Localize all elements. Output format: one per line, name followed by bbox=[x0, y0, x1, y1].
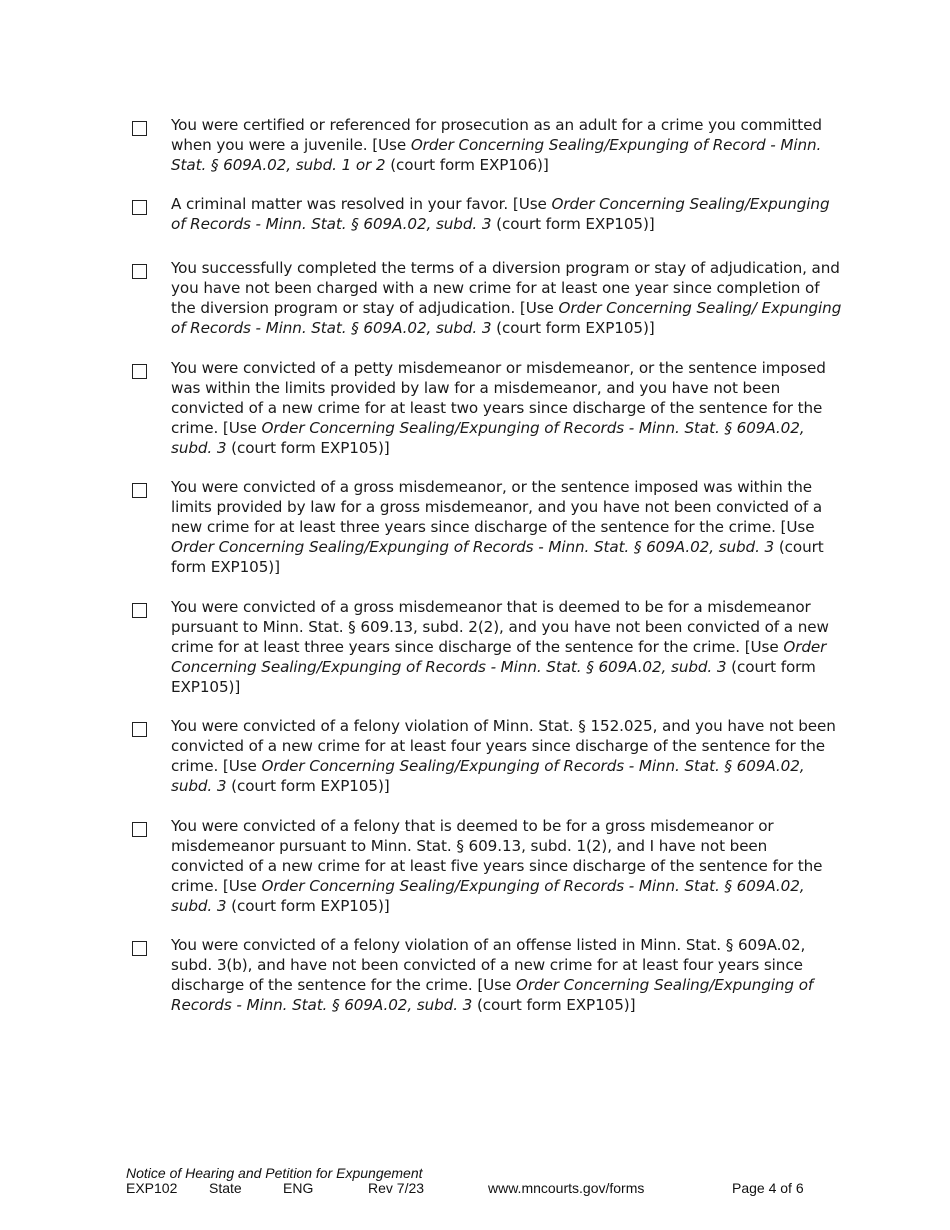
item-text: You were convicted of a felony that is deemed to be for a gross misdemeanor or misdemeanor pursuant to Minn. Stat. § 609.13, subd. 1(2), and I have not been convicted of a new crime for at least five years since discharge of the sentence for the crime. [Use Order Concerning Sealing/Expunging of Records - Minn. Stat. § 609A.02, subd. 3 (court form EXP105)] bbox=[171, 817, 823, 915]
footer-title: Notice of Hearing and Petition for Expungement bbox=[126, 1165, 423, 1181]
checkbox[interactable] bbox=[132, 364, 147, 379]
item-text: You were convicted of a gross misdemeanor that is deemed to be for a misdemeanor pursuant to Minn. Stat. § 609.13, subd. 2(2), and you have not been convicted of a new crime for at least three years since discharge of the sentence for the crime. [Use Order Concerning Sealing/Expunging of Records - Minn. Stat. § 609A.02, subd. 3 (court form EXP105)] bbox=[171, 598, 829, 696]
checkbox[interactable] bbox=[132, 483, 147, 498]
item-text: You were convicted of a petty misdemeanor or misdemeanor, or the sentence imposed was within the limits provided by law for a misdemeanor, and you have not been convicted of a new crime for at least two years since discharge of the sentence for the crime. [Use Order Concerning Sealing/Expunging of Records - Minn. Stat. § 609A.02, subd. 3 (court form EXP105)] bbox=[171, 359, 826, 457]
checkbox[interactable] bbox=[132, 121, 147, 136]
footer-revision: Rev 7/23 bbox=[368, 1180, 425, 1196]
item-text: You were convicted of a gross misdemeanor, or the sentence imposed was within the limits provided by law for a gross misdemeanor, and you have not been convicted of a new crime for at least three years since discharge of the sentence for the crime. [Use Order Concerning Sealing/Expunging of Records - Minn. Stat. § 609A.02, subd. 3 (court form EXP105)] bbox=[171, 478, 824, 576]
checkbox[interactable] bbox=[132, 941, 147, 956]
checkbox[interactable] bbox=[132, 822, 147, 837]
footer-url[interactable]: www.mncourts.gov/forms bbox=[488, 1180, 645, 1196]
footer-jurisdiction: State bbox=[209, 1180, 242, 1196]
checkbox[interactable] bbox=[132, 722, 147, 737]
footer-form-id: EXP102 bbox=[126, 1180, 178, 1196]
checkbox[interactable] bbox=[132, 603, 147, 618]
item-text: You were certified or referenced for prosecution as an adult for a crime you committed when you were a juvenile. [Use Order Concerning Sealing/Expunging of Record - Minn. Stat. § 609A.02, subd. 1 or 2 (court form EXP106)] bbox=[171, 116, 822, 174]
item-text: You were convicted of a felony violation of an offense listed in Minn. Stat. § 609A.02, subd. 3(b), and have not been convicted of a new crime for at least four years since discharge of the sentence for the crime. [Use Order Concerning Sealing/Expunging of Records - Minn. Stat. § 609A.02, subd. 3 (court form EXP105)] bbox=[171, 936, 814, 1014]
item-text: You successfully completed the terms of a diversion program or stay of adjudication, and you have not been charged with a new crime for at least one year since completion of the diversion program or stay of adjudication. [Use Order Concerning Sealing/ Expunging of Records - Minn. Stat. § 609A.02, subd. 3 (court form EXP105)] bbox=[171, 259, 842, 337]
footer-page-number: Page 4 of 6 bbox=[732, 1180, 804, 1196]
checkbox[interactable] bbox=[132, 200, 147, 215]
footer-language: ENG bbox=[283, 1180, 314, 1196]
item-text: A criminal matter was resolved in your favor. [Use Order Concerning Sealing/Expunging of Records - Minn. Stat. § 609A.02, subd. 3 (court form EXP105)] bbox=[171, 195, 830, 233]
checkbox[interactable] bbox=[132, 264, 147, 279]
item-text: You were convicted of a felony violation of Minn. Stat. § 152.025, and you have not been convicted of a new crime for at least four years since discharge of the sentence for the crime. [Use Order Concerning Sealing/Expunging of Records - Minn. Stat. § 609A.02, subd. 3 (court form EXP105)] bbox=[171, 717, 836, 795]
